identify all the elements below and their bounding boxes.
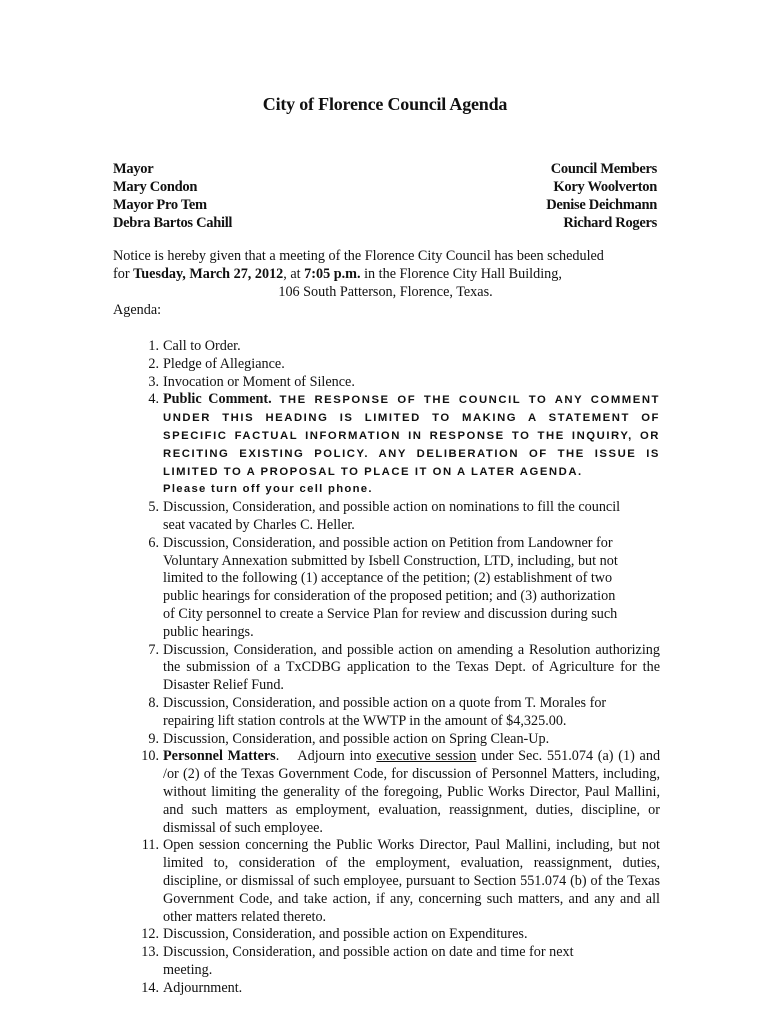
item-number: 8.	[148, 694, 159, 711]
meeting-notice	[113, 248, 658, 301]
item-number: 14.	[141, 979, 159, 996]
item-line: Discussion, Consideration, and possible action on a quote from T. Morales for	[163, 694, 607, 711]
item-line: Voluntary Annexation submitted by Isbell Construction, LTD, including, but not	[163, 552, 618, 569]
item-number: 7.	[148, 641, 159, 658]
agenda-item	[113, 980, 660, 998]
agenda-item-personnel-matters	[113, 748, 660, 837]
heading-period: .	[268, 391, 272, 408]
cell-phone-note: Please turn off your cell phone.	[163, 483, 373, 496]
item-line: of City personnel to create a Service Plan for review and discussion during such	[163, 605, 618, 622]
item-text: Adjournment.	[163, 979, 243, 996]
public-comment-heading: Public Comment	[163, 391, 269, 408]
item-number: 10.	[141, 748, 159, 765]
item-line: limited to the following (1) acceptance of the petition; (2) establishment of two	[163, 570, 613, 587]
council-members-column	[546, 160, 657, 232]
agenda-item	[113, 944, 660, 980]
notice-line-1: Notice is hereby given that a meeting of the Florence City Council has been scheduled	[113, 248, 604, 264]
item-number: 5.	[148, 499, 159, 516]
public-comment-notice: THE RESPONSE OF THE COUNCIL TO ANY COMMENT UNDER THIS HEADING IS LIMITED TO MAKING A STATEMENT OF SPECIFIC FACTUAL INFORMATION IN RESPONSE TO THE INQUIRY, OR RECITING EXISTING POLICY. ANY DELIBERATION OF THE ISSUE IS LIMITED TO A PROPOSAL TO PLACE IT ON A LATER AGENDA.	[163, 394, 660, 478]
item-line: public hearings.	[163, 623, 254, 640]
item-number: 12.	[141, 926, 159, 943]
item-number: 13.	[141, 944, 159, 961]
item-text	[163, 944, 660, 980]
agenda-item-public-comment	[113, 391, 660, 499]
item-text: Call to Order.	[163, 338, 241, 354]
item-number: 3.	[148, 373, 159, 390]
notice-for: for	[113, 265, 130, 282]
mayor-pro-tem-label: Mayor Pro Tem	[113, 197, 207, 213]
item-number: 2.	[148, 355, 159, 372]
council-member-name: Richard Rogers	[563, 215, 657, 231]
executive-session-term: executive session	[376, 748, 477, 765]
agenda-item	[113, 926, 660, 944]
meeting-address: 106 South Patterson, Florence, Texas.	[278, 283, 493, 300]
item-number: 9.	[148, 730, 159, 747]
agenda-item	[113, 695, 660, 731]
council-members-label: Council Members	[550, 161, 657, 177]
notice-at: , at	[283, 265, 301, 282]
agenda-item	[113, 338, 660, 356]
meeting-location: in the Florence City Hall Building,	[364, 265, 562, 282]
agenda-label: Agenda:	[113, 302, 162, 318]
meeting-time: 7:05 p.m.	[304, 265, 361, 282]
item-line: repairing lift station controls at the WWTP in the amount of $4,325.00.	[163, 712, 567, 729]
item-text: Open session concerning the Public Works Director, Paul Mallini, including, but not limited to, consideration of the employment, evaluation, reassignment, duties, discipline, or dismissal of such employee, pursuant to Section 551.074 (b) of the Texas Government Code, and take action, if any, concerning such matters, and any and all other matters related thereto.	[163, 837, 660, 925]
item-text-pre: Adjourn into	[297, 748, 372, 765]
page-title: City of Florence Council Agenda	[262, 94, 508, 114]
personnel-matters-heading: Personnel Matters	[163, 748, 276, 765]
agenda-item	[113, 356, 660, 374]
item-text-post: under Sec. 551.074 (a) (1) and /or (2) of the Texas Government Code, for discussion of Personnel Matters, including, without limiting the generality of the foregoing, Public Works Director, Paul Mallini, and such matters as employment, evaluation, reassignment, duties, discipline, or dismissal of such employee.	[163, 748, 661, 836]
agenda-item	[113, 535, 660, 642]
council-member-name: Denise Deichmann	[546, 197, 657, 213]
item-line: seat vacated by Charles C. Heller.	[163, 516, 355, 533]
agenda-item	[113, 642, 660, 695]
officials-block	[113, 160, 657, 232]
item-number: 1.	[148, 338, 159, 354]
notice-line-2	[113, 266, 658, 284]
mayor-pro-tem-name: Debra Bartos Cahill	[113, 215, 233, 231]
item-line: Discussion, Consideration, and possible action on nominations to fill the council	[163, 499, 621, 516]
item-text: Invocation or Moment of Silence.	[163, 373, 355, 390]
item-line: Discussion, Consideration, and possible action on date and time for next	[163, 944, 574, 961]
mayor-label: Mayor	[113, 161, 154, 177]
item-text	[163, 748, 660, 837]
mayor-column	[113, 160, 232, 232]
agenda-item	[113, 837, 660, 926]
item-line: public hearings for consideration of the proposed petition; and (3) authorization	[163, 588, 616, 605]
item-line: Discussion, Consideration, and possible action on Petition from Landowner for	[163, 534, 613, 551]
item-text: Pledge of Allegiance.	[163, 355, 285, 372]
item-number: 6.	[148, 534, 159, 551]
item-text	[163, 499, 660, 535]
agenda-item	[113, 374, 660, 392]
item-text: Discussion, Consideration, and possible action on amending a Resolution authorizing the submission of a TxCDBG application to the Texas Dept. of Agriculture for the Disaster Relief Fund.	[163, 641, 660, 694]
agenda-item	[113, 499, 660, 535]
agenda-item	[113, 731, 660, 749]
item-line: meeting.	[163, 961, 213, 978]
item-text: Discussion, Consideration, and possible action on Spring Clean-Up.	[163, 730, 550, 747]
meeting-date: Tuesday, March 27, 2012	[133, 265, 284, 282]
item-text: Discussion, Consideration, and possible action on Expenditures.	[163, 926, 528, 943]
item-number: 4.	[148, 391, 159, 408]
item-text	[163, 535, 660, 642]
item-number: 11.	[141, 837, 159, 854]
mayor-name: Mary Condon	[113, 179, 198, 195]
agenda-list	[113, 338, 660, 997]
heading-period: .	[275, 748, 280, 765]
item-text	[163, 391, 660, 499]
item-text	[163, 695, 660, 731]
council-member-name: Kory Woolverton	[553, 179, 657, 195]
